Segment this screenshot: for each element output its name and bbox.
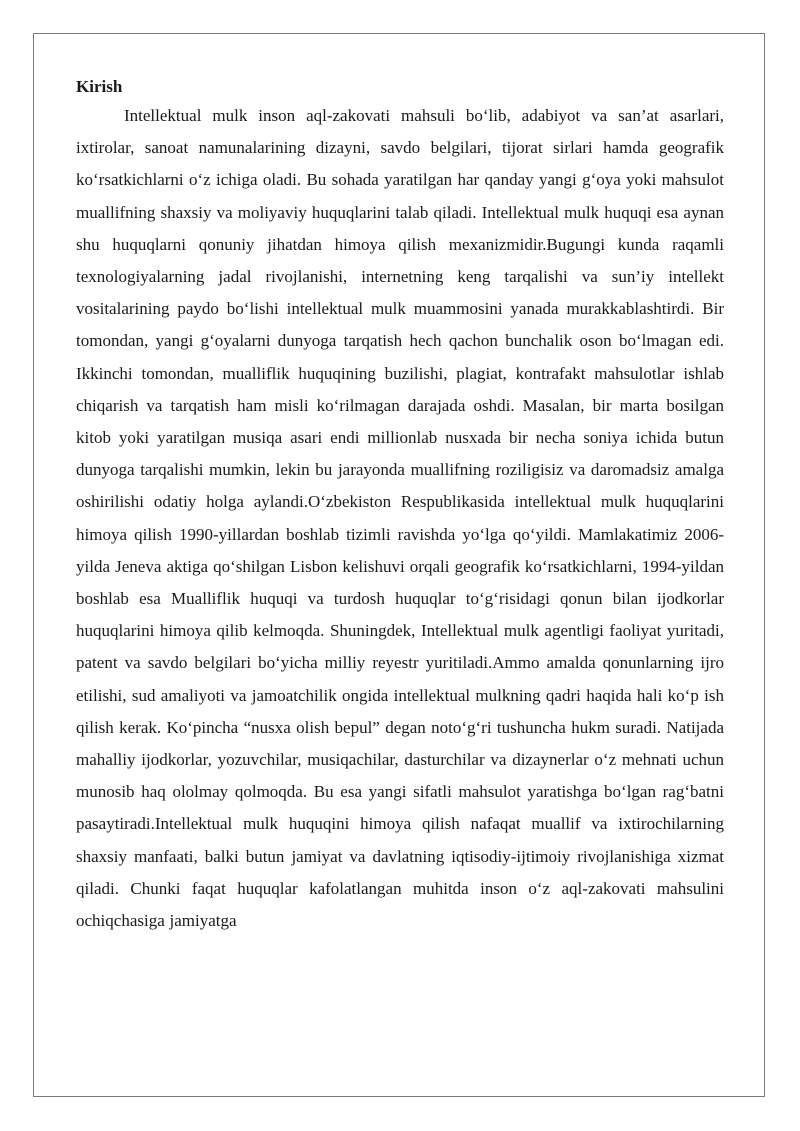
document-body [76, 74, 724, 937]
body-paragraph: Intellektual mulk inson aql-zakovati mahsuli bo‘lib, adabiyot va san’at asarlari, ixtirolar, sanoat namunalarining dizayni, savdo belgilari, tijorat sirlari hamda geografik ko‘rsatkichlarni o‘z ichiga oladi. Bu sohada yaratilgan har qanday yangi g‘oya yoki mahsulot muallifning shaxsiy va moliyaviy huquqlarini talab qiladi. Intellektual mulk huquqi esa aynan shu huquqlarni qonuniy jihatdan himoya qilish mexanizmidir.Bugungi kunda raqamli texnologiyalarning jadal rivojlanishi, internetning keng tarqalishi va sun’iy intellekt vositalarining paydo bo‘lishi intellektual mulk muammosini yanada murakkablashtirdi. Bir tomondan, yangi g‘oyalarni dunyoga tarqatish hech qachon bunchalik oson bo‘lmagan edi. Ikkinchi tomondan, mualliflik huquqining buzilishi, plagiat, kontrafakt mahsulotlar ishlab chiqarish va tarqatish ham misli ko‘rilmagan darajada oshdi. Masalan, bir marta bosilgan kitob yoki yaratilgan musiqa asari endi millionlab nusxada bir necha soniya ichida butun dunyoga tarqalishi mumkin, lekin bu jarayonda muallifning roziligisiz va daromadsiz amalga oshirilishi odatiy holga aylandi.O‘zbekiston Respublikasida intellektual mulk huquqlarini himoya qilish 1990-yillardan boshlab tizimli ravishda yo‘lga qo‘yildi. Mamlakatimiz 2006-yilda Jeneva aktiga qo‘shilgan Lisbon kelishuvi orqali geografik ko‘rsatkichlarni, 1994-yildan boshlab esa Mualliflik huquqi va turdosh huquqlar to‘g‘risidagi qonun bilan ijodkorlar huquqlarini himoya qilib kelmoqda. Shuningdek, Intellektual mulk agentligi faoliyat yuritadi, patent va savdo belgilari bo‘yicha milliy reyestr yuritiladi.Ammo amalda qonunlarning ijro etilishi, sud amaliyoti va jamoatchilik ongida intellektual mulkning qadri haqida hali ko‘p ish qilish kerak. Ko‘pincha “nusxa olish bepul” degan noto‘g‘ri tushuncha hukm suradi. Natijada mahalliy ijodkorlar, yozuvchilar, musiqachilar, dasturchilar va dizaynerlar o‘z mehnati uchun munosib haq ololmay qolmoqda. Bu esa yangi sifatli mahsulot yaratishga bo‘lgan rag‘batni pasaytiradi.Intellektual mulk huquqini himoya qilish nafaqat muallif va ixtirochilarning shaxsiy manfaati, balki butun jamiyat va davlatning iqtisodiy-ijtimoiy rivojlanishiga xizmat qiladi. Chunki faqat huquqlar kafolatlangan muhitda inson o‘z aql-zakovati mahsulini ochiqchasiga jamiyatga [76, 106, 724, 931]
section-heading: Kirish [76, 77, 123, 96]
